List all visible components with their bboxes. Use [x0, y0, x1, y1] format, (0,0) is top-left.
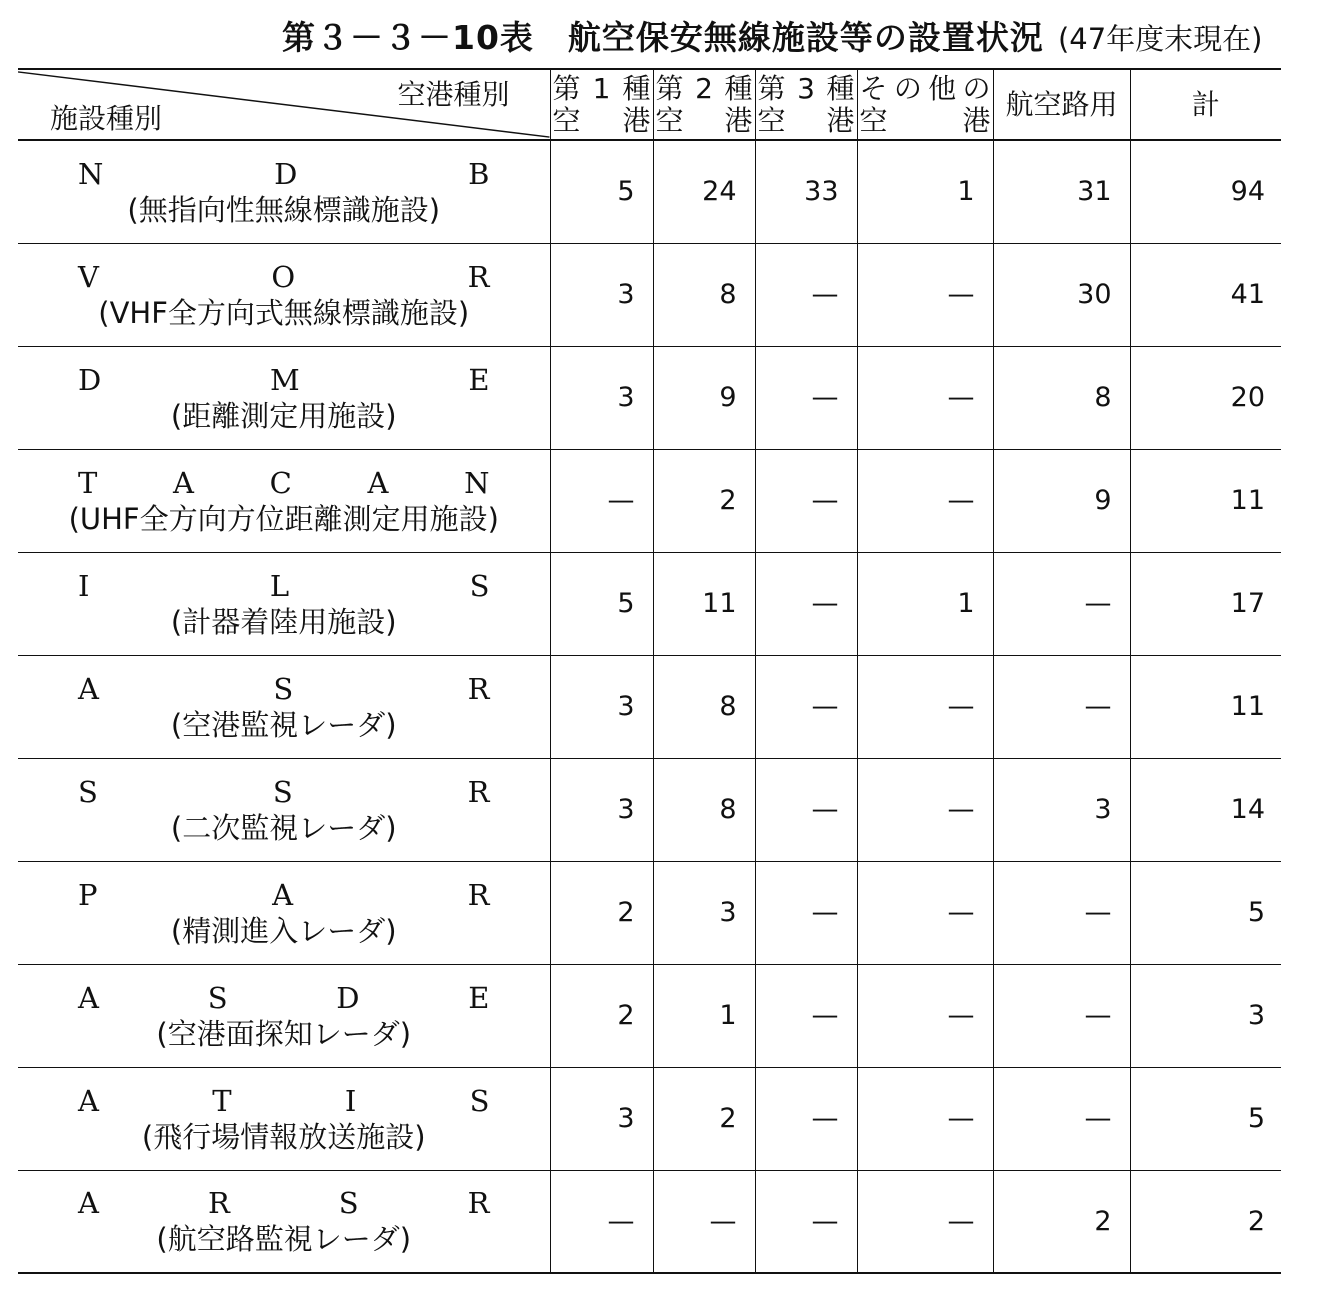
value-total: 5 [1130, 861, 1281, 964]
abbreviation-letter: A [78, 671, 99, 706]
header-char: そ [859, 71, 888, 105]
col-header-class3 [755, 69, 857, 140]
value-other: — [857, 1170, 993, 1273]
facility-cell [18, 346, 550, 449]
value-class3: — [755, 861, 857, 964]
facility-abbreviation [18, 877, 550, 913]
value-class3: — [755, 243, 857, 346]
facility-abbreviation [18, 1185, 550, 1221]
abbreviation-letter: V [78, 259, 99, 294]
header-char: 第 [552, 71, 581, 105]
value-airway: — [993, 655, 1130, 758]
table-row [18, 1067, 1281, 1170]
table-row [18, 243, 1281, 346]
header-char: 種 [622, 71, 651, 105]
value-class1: — [550, 449, 653, 552]
facility-name: (距離測定用施設) [170, 398, 397, 433]
facility-type-label: 施設種別 [50, 102, 163, 135]
header-char: 空 [655, 103, 684, 137]
facility-abbreviation [18, 774, 550, 810]
value-airway: 9 [993, 449, 1130, 552]
col-header-airway: 航空路用 [993, 69, 1130, 140]
value-airway: 8 [993, 346, 1130, 449]
abbreviation-letter: P [78, 877, 98, 912]
table-title-main: 第３－３－10表 航空保安無線施設等の設置状況 [282, 18, 1044, 57]
value-other: — [857, 758, 993, 861]
abbreviation-letter: N [464, 465, 490, 500]
abbreviation-letter: I [78, 568, 90, 603]
header-char: 港 [962, 103, 991, 137]
facility-cell [18, 449, 550, 552]
facility-abbreviation [18, 671, 550, 707]
value-class1: 5 [550, 552, 653, 655]
abbreviation-letter: L [269, 568, 290, 603]
value-class2: 2 [653, 1067, 755, 1170]
value-class1: 3 [550, 243, 653, 346]
facility-cell [18, 861, 550, 964]
table-body [18, 140, 1281, 1273]
header-char: 空 [552, 103, 581, 137]
header-char: 港 [724, 103, 753, 137]
value-airway: 31 [993, 140, 1130, 243]
value-airway: 30 [993, 243, 1130, 346]
abbreviation-letter: D [78, 362, 102, 397]
facility-abbreviation [18, 1083, 550, 1119]
abbreviation-letter: S [78, 774, 98, 809]
value-total: 3 [1130, 964, 1281, 1067]
header-char: 空 [757, 103, 786, 137]
value-total: 5 [1130, 1067, 1281, 1170]
abbreviation-letter: R [467, 877, 490, 912]
value-class2: 2 [653, 449, 755, 552]
value-class2: 8 [653, 655, 755, 758]
facility-cell [18, 1067, 550, 1170]
table-row [18, 449, 1281, 552]
abbreviation-letter: S [207, 980, 228, 1015]
facility-name: (無指向性無線標識施設) [127, 192, 441, 227]
abbreviation-letter: S [469, 1083, 490, 1118]
value-class2: — [653, 1170, 755, 1273]
facility-name: (UHF全方向方位距離測定用施設) [68, 501, 499, 536]
abbreviation-letter: I [344, 1083, 357, 1118]
value-total: 20 [1130, 346, 1281, 449]
value-class2: 8 [653, 758, 755, 861]
value-other: — [857, 1067, 993, 1170]
facility-abbreviation [18, 465, 550, 501]
abbreviation-letter: E [468, 362, 490, 397]
facility-name: (計器着陸用施設) [170, 604, 397, 639]
value-airway: — [993, 1067, 1130, 1170]
facility-cell [18, 758, 550, 861]
value-class1: 3 [550, 655, 653, 758]
value-class3: — [755, 1067, 857, 1170]
abbreviation-letter: S [338, 1186, 359, 1221]
value-class3: — [755, 552, 857, 655]
abbreviation-letter: S [273, 671, 294, 706]
value-class3: — [755, 655, 857, 758]
col-header-class2 [653, 69, 755, 140]
facility-cell [18, 1170, 550, 1273]
value-class1: 3 [550, 346, 653, 449]
value-airway: — [993, 861, 1130, 964]
abbreviation-letter: D [274, 156, 298, 191]
abbreviation-letter: R [467, 671, 490, 706]
value-class1: 5 [550, 140, 653, 243]
table-row [18, 1170, 1281, 1273]
facility-name: (空港面探知レーダ) [156, 1016, 412, 1051]
header-char: の [962, 71, 991, 105]
value-total: 11 [1130, 655, 1281, 758]
table-row [18, 140, 1281, 243]
table-row [18, 655, 1281, 758]
abbreviation-letter: E [468, 980, 490, 1015]
facility-name: (飛行場情報放送施設) [141, 1119, 426, 1154]
facility-name: (航空路監視レーダ) [156, 1222, 412, 1257]
facility-cell [18, 243, 550, 346]
header-char: 2 [695, 71, 713, 105]
table-row [18, 861, 1281, 964]
header-char: 第 [655, 71, 684, 105]
value-total: 41 [1130, 243, 1281, 346]
value-other: — [857, 964, 993, 1067]
header-char: 港 [826, 103, 855, 137]
facility-cell [18, 964, 550, 1067]
abbreviation-letter: M [269, 362, 300, 397]
abbreviation-letter: D [336, 980, 360, 1015]
facility-name: (VHF全方向式無線標識施設) [98, 295, 470, 330]
abbreviation-letter: R [207, 1186, 230, 1221]
value-class1: 2 [550, 964, 653, 1067]
header-char: 1 [592, 71, 611, 105]
value-other: — [857, 449, 993, 552]
table-title [282, 12, 1262, 59]
abbreviation-letter: N [78, 156, 104, 191]
table-title-date: (47年度末現在) [1057, 22, 1263, 56]
value-airway: 3 [993, 758, 1130, 861]
value-class1: 3 [550, 1067, 653, 1170]
value-airway: — [993, 964, 1130, 1067]
table-row [18, 758, 1281, 861]
value-class3: — [755, 964, 857, 1067]
abbreviation-letter: O [271, 259, 296, 294]
header-char: 3 [797, 71, 815, 105]
value-class2: 24 [653, 140, 755, 243]
value-class3: — [755, 346, 857, 449]
table-row [18, 964, 1281, 1067]
value-class1: 3 [550, 758, 653, 861]
abbreviation-letter: A [78, 980, 99, 1015]
facility-abbreviation [18, 362, 550, 398]
abbreviation-letter: T [78, 465, 98, 500]
value-other: — [857, 655, 993, 758]
value-class2: 11 [653, 552, 755, 655]
facility-name: (二次監視レーダ) [170, 810, 397, 845]
value-class2: 1 [653, 964, 755, 1067]
value-class2: 8 [653, 243, 755, 346]
abbreviation-letter: S [469, 568, 490, 603]
abbreviation-letter: S [272, 774, 293, 809]
value-total: 94 [1130, 140, 1281, 243]
value-class1: — [550, 1170, 653, 1273]
airport-type-label: 空港種別 [397, 78, 510, 111]
header-char: 種 [724, 71, 753, 105]
abbreviation-letter: A [272, 877, 294, 912]
facility-table [18, 68, 1281, 1274]
value-class1: 2 [550, 861, 653, 964]
facility-name: (空港監視レーダ) [170, 707, 397, 742]
value-class3: — [755, 1170, 857, 1273]
header-char: 種 [826, 71, 855, 105]
value-airway: — [993, 552, 1130, 655]
facility-cell [18, 655, 550, 758]
table-row [18, 552, 1281, 655]
header-char: 港 [622, 103, 651, 137]
header-char: 他 [928, 71, 957, 105]
table-row [18, 346, 1281, 449]
header-char: の [893, 71, 922, 105]
value-other: — [857, 861, 993, 964]
facility-abbreviation [18, 980, 550, 1016]
value-total: 17 [1130, 552, 1281, 655]
value-class3: — [755, 449, 857, 552]
value-other: — [857, 243, 993, 346]
col-header-class1 [550, 69, 653, 140]
value-airway: 2 [993, 1170, 1130, 1273]
value-class2: 3 [653, 861, 755, 964]
header-char: 空 [859, 103, 888, 137]
abbreviation-letter: A [173, 465, 194, 500]
value-total: 11 [1130, 449, 1281, 552]
abbreviation-letter: C [269, 465, 292, 500]
facility-name: (精測進入レーダ) [170, 913, 397, 948]
value-total: 14 [1130, 758, 1281, 861]
facility-cell [18, 552, 550, 655]
abbreviation-letter: A [367, 465, 389, 500]
facility-abbreviation [18, 568, 550, 604]
corner-header [18, 69, 550, 140]
facility-abbreviation [18, 259, 550, 295]
value-other: 1 [857, 552, 993, 655]
abbreviation-letter: R [467, 1186, 490, 1221]
value-total: 2 [1130, 1170, 1281, 1273]
abbreviation-letter: R [467, 774, 490, 809]
col-header-other [857, 69, 993, 140]
header-char: 第 [757, 71, 786, 105]
value-other: 1 [857, 140, 993, 243]
value-other: — [857, 346, 993, 449]
abbreviation-letter: A [78, 1083, 99, 1118]
abbreviation-letter: A [78, 1186, 99, 1221]
facility-cell [18, 140, 550, 243]
header-row [18, 69, 1281, 140]
abbreviation-letter: B [468, 156, 490, 191]
abbreviation-letter: T [212, 1083, 232, 1118]
value-class3: — [755, 758, 857, 861]
value-class2: 9 [653, 346, 755, 449]
value-class3: 33 [755, 140, 857, 243]
abbreviation-letter: R [467, 259, 490, 294]
col-header-total: 計 [1130, 69, 1281, 140]
facility-abbreviation [18, 156, 550, 192]
